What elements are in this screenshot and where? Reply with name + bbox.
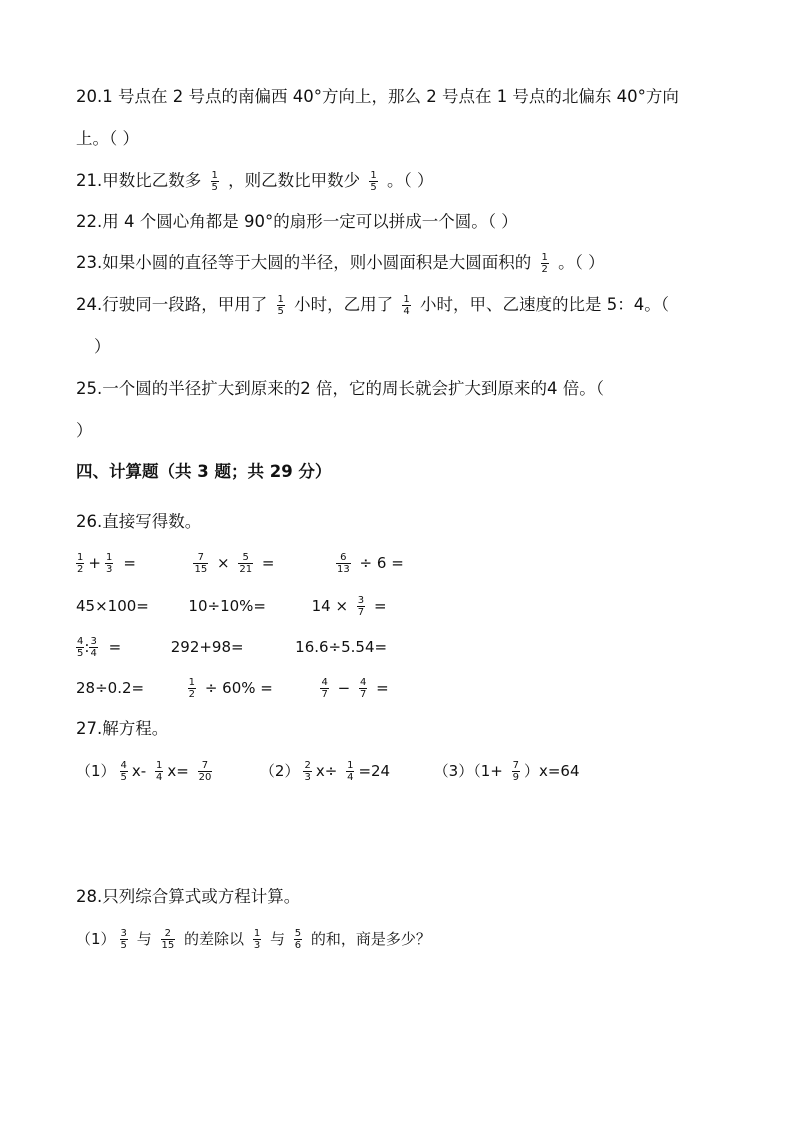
q26-row-3 (76, 636, 387, 659)
q26-r4-e3: $\frac{4}{7}$ − $\frac{4}{7}$ = (321, 677, 389, 700)
q26-r3-e3: 16.6÷5.54= (295, 638, 388, 656)
q26-r1-e3: $\frac{6}{13}$ ÷ 6 = (337, 552, 404, 575)
fraction: $\frac{6}{13}$ (337, 552, 350, 575)
q21-text-c: 。（ ） (387, 171, 434, 190)
q27-part-2: （2） $\frac{2}{3}$ x÷ $\frac{1}{4}$ =24 (259, 760, 391, 783)
fraction: $\frac{5}{6}$ (294, 928, 302, 951)
q21-text-b: ，则乙数比甲数少 (228, 171, 361, 190)
fraction: $\frac{1}{4}$ (403, 294, 410, 317)
q27-part-3: （3）（1+ $\frac{7}{9}$ ）x=64 (433, 760, 580, 783)
fraction: $\frac{1}{2}$ (188, 677, 196, 700)
fraction: $\frac{4}{5}$ (77, 636, 84, 659)
question-21 (76, 170, 434, 193)
q26-r2-e1: 45×100= (76, 597, 149, 615)
fraction: $\frac{5}{21}$ (239, 552, 253, 575)
question-20-line-1: 20.1 号点在 2 号点的南偏西 40°方向上，那么 2 号点在 1 号点的北偏东 40°方向 (76, 87, 679, 106)
q26-r4-e1: 28÷0.2= (76, 679, 145, 697)
fraction: $\frac{1}{5}$ (370, 170, 377, 193)
fraction: $\frac{7}{15}$ (194, 552, 208, 575)
question-22: 22.用 4 个圆心角都是 90°的扇形一定可以拼成一个圆。（ ） (76, 212, 518, 231)
question-27-title: 27.解方程。 (76, 719, 169, 738)
fraction: $\frac{1}{2}$ (77, 552, 84, 575)
fraction: $\frac{1}{3}$ (105, 552, 113, 575)
q23-text-a: 23.如果小圆的直径等于大圆的半径，则小圆面积是大圆面积的 (76, 253, 532, 272)
question-24-line-2: ） (94, 337, 111, 356)
question-25-line-1: 25.一个圆的半径扩大到原来的2 倍，它的周长就会扩大到原来的4 倍。（ (76, 379, 604, 398)
fraction: $\frac{3}{4}$ (90, 636, 97, 659)
section-4-heading: 四、计算题（共 3 题；共 29 分） (76, 462, 332, 481)
q26-row-1 (76, 552, 404, 575)
fraction: $\frac{4}{7}$ (321, 677, 328, 700)
q26-row-2 (76, 595, 387, 618)
q26-r2-e3: 14 × $\frac{3}{7}$ = (311, 595, 387, 618)
fraction: $\frac{3}{5}$ (120, 928, 127, 951)
q28-part-1: （1） $\frac{3}{5}$ 与 $\frac{2}{15}$ 的差除以 $\frac{1}{3}$ 与 $\frac{5}{6}$ 的和，商是多少？ (76, 928, 431, 951)
q27-part-1: （1） $\frac{4}{5}$ x- $\frac{1}{4}$ x= $\frac{7}{20}$ (76, 760, 212, 783)
q26-r1-e2: $\frac{7}{15}$ × $\frac{5}{21}$ = (194, 552, 275, 575)
q21-text-a: 21.甲数比乙数多 (76, 171, 202, 190)
fraction: $\frac{7}{9}$ (512, 760, 519, 783)
fraction: $\frac{1}{5}$ (211, 170, 218, 193)
question-28-title: 28.只列综合算式或方程计算。 (76, 887, 301, 906)
q26-r2-e2: 10÷10%= (188, 597, 266, 615)
fraction: $\frac{3}{7}$ (357, 595, 365, 618)
q24-text-c: 小时，甲、乙速度的比是 5：4。（ (420, 295, 669, 314)
fraction: $\frac{1}{4}$ (156, 760, 163, 783)
q27-equations (76, 760, 580, 783)
q23-text-b: 。（ ） (558, 253, 605, 272)
fraction: $\frac{2}{15}$ (161, 928, 175, 951)
question-25-line-2: ） (76, 421, 93, 440)
q26-r3-e1: $\frac{4}{5}$ : $\frac{3}{4}$ = (77, 636, 122, 659)
fraction: $\frac{2}{3}$ (304, 760, 311, 783)
fraction: $\frac{1}{5}$ (277, 294, 284, 317)
q26-r1-e1: $\frac{1}{2}$ + $\frac{1}{3}$ = (77, 552, 136, 575)
question-26-title: 26.直接写得数。 (76, 512, 202, 531)
fraction: $\frac{1}{2}$ (541, 252, 548, 275)
fraction: $\frac{4}{5}$ (120, 760, 127, 783)
question-20-line-2: 上。（ ） (76, 129, 139, 148)
q26-row-4 (76, 677, 389, 700)
q24-text-a: 24.行驶同一段路，甲用了 (76, 295, 268, 314)
q24-text-b: 小时，乙用了 (294, 295, 394, 314)
question-24-line-1 (76, 294, 669, 317)
fraction: $\frac{1}{3}$ (253, 928, 261, 951)
question-23 (76, 252, 605, 275)
q26-r3-e2: 292+98= (170, 638, 244, 656)
fraction: $\frac{4}{7}$ (359, 677, 367, 700)
fraction: $\frac{1}{4}$ (347, 760, 354, 783)
fraction: $\frac{7}{20}$ (198, 760, 212, 783)
q26-r4-e2: $\frac{1}{2}$ ÷ 60% = (188, 677, 273, 700)
